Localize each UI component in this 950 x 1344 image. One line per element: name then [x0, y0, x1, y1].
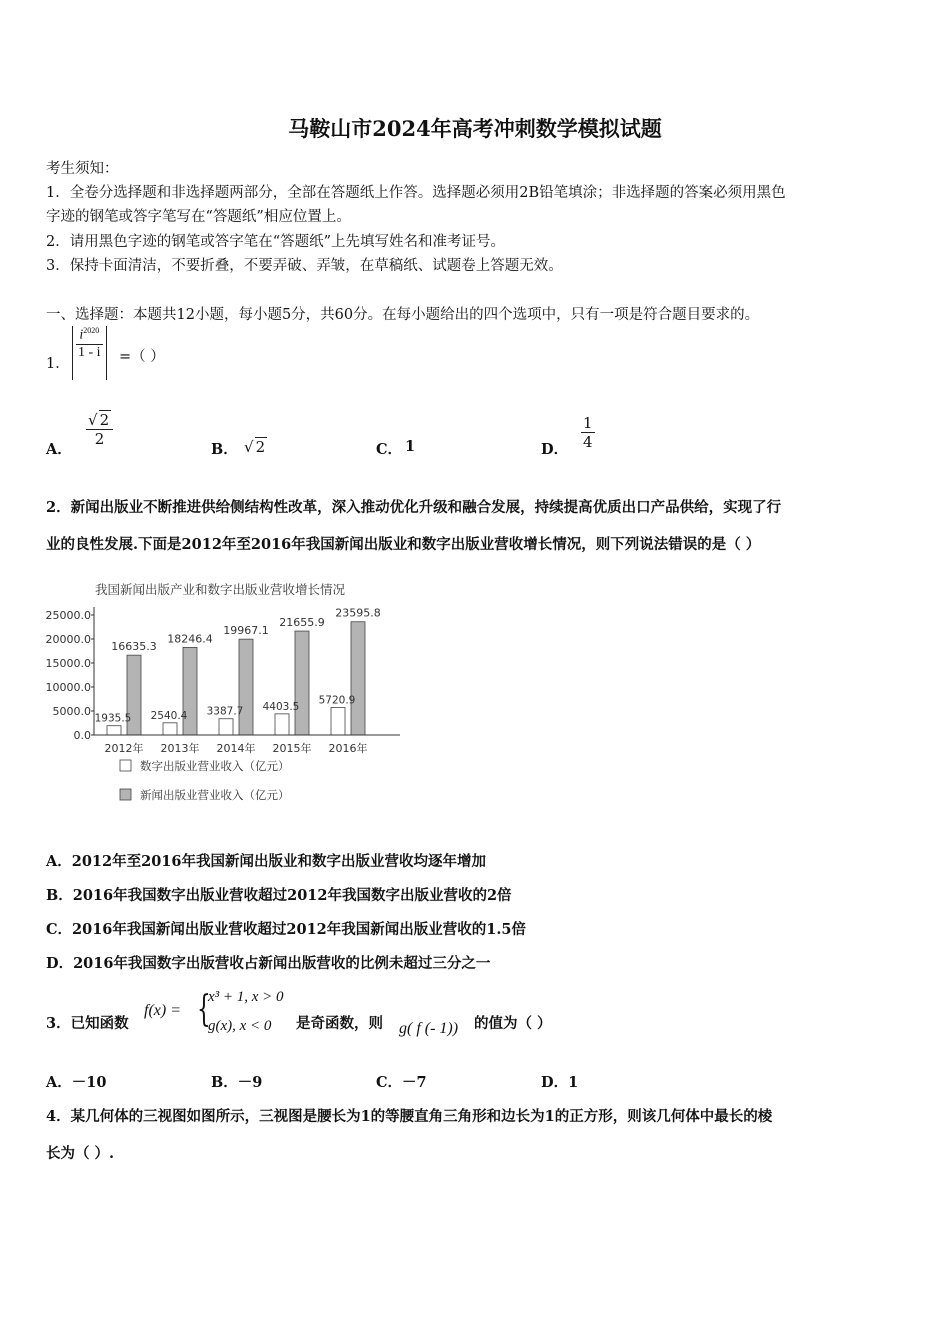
notice-heading: 考生须知： [46, 161, 119, 177]
q3-case-2: g(x), x < 0 [208, 1018, 272, 1034]
data-label-news: 19967.1 [223, 624, 269, 638]
legend-label: 数字出版业营业收入（亿元） [140, 759, 290, 773]
bar-digital [107, 726, 121, 735]
q2-stem-line-2: 业的良性发展.下面是2012年至2016年我国新闻出版业和数字出版业营收增长情况，则下列说法错误的是（ ） [46, 536, 761, 553]
q3-option-d: D．1 [541, 1074, 579, 1091]
q1-option-b-value: √ 2 [244, 438, 266, 456]
x-tick-label: 2012年 [104, 742, 144, 755]
q3-option-c: C．－7 [376, 1074, 427, 1091]
q3-prefix: 3．已知函数 [46, 1015, 129, 1032]
notice-item-1-line-1: 1．全卷分选择题和非选择题两部分，全部在答题纸上作答。选择题必须用2B铅笔填涂；非选择题的答案必须用黑色 [46, 185, 786, 201]
bar-digital [275, 714, 289, 735]
q1-option-a-numerator: √ 2 [86, 410, 113, 430]
q1-option-c-label: C． [376, 441, 403, 458]
x-tick-label: 2016年 [328, 742, 368, 755]
legend-swatch [120, 760, 131, 771]
chart-title: 我国新闻出版产业和数字出版业营收增长情况 [95, 582, 346, 597]
legend-label: 新闻出版业营业收入（亿元） [140, 788, 290, 802]
q1-equals-paren: =（ ） [119, 349, 165, 365]
q1-option-d-value [581, 414, 595, 451]
q1-option-a-denominator: 2 [94, 430, 105, 448]
q2-option-c: C．2016年我国新闻出版业营收超过2012年我国新闻出版业营收的1.5倍 [46, 921, 526, 938]
y-tick-label: 10000.0 [45, 681, 91, 694]
x-tick-label: 2013年 [160, 742, 200, 755]
q2-option-a: A．2012年至2016年我国新闻出版业和数字出版业营收均逐年增加 [46, 853, 486, 870]
q2-stem-line-1: 2．新闻出版业不断推进供给侧结构性改革，深入推动优化升级和融合发展，持续提高优质出口产品供给，实现了行 [46, 499, 782, 516]
bar-news [239, 639, 253, 735]
q4-stem-line-1: 4．某几何体的三视图如图所示，三视图是腰长为1的等腰直角三角形和边长为1的正方形，则该几何体中最长的棱 [46, 1108, 773, 1125]
bar-news [295, 631, 309, 735]
y-tick-label: 25000.0 [45, 609, 91, 622]
y-tick-label: 5000.0 [52, 705, 91, 718]
notice-item-2: 2．请用黑色字迹的钢笔或答字笔在“答题纸”上先填写姓名和准考证号。 [46, 234, 506, 250]
q1-option-a-label: A． [46, 441, 72, 458]
data-label-news: 18246.4 [167, 632, 213, 646]
data-label-digital: 3387.7 [206, 705, 244, 718]
section-1-heading: 一、选择题：本题共12小题，每小题5分，共60分。在每小题给出的四个选项中，只有一项是符合题目要求的。 [46, 307, 760, 323]
q1-exponent: 2020 [83, 326, 100, 335]
x-tick-label: 2014年 [216, 742, 256, 755]
bar-digital [163, 723, 177, 735]
q2-option-b: B．2016年我国数字出版业营收超过2012年我国数字出版业营收的2倍 [46, 887, 512, 904]
x-tick-label: 2015年 [272, 742, 312, 755]
q1-option-d-label: D． [541, 441, 569, 458]
y-tick-label: 15000.0 [45, 657, 91, 670]
y-tick-label: 0.0 [73, 729, 91, 742]
legend-swatch [120, 789, 131, 800]
q1-fraction [76, 326, 103, 361]
q2-option-d: D．2016年我国数字出版营收占新闻出版营收的比例未超过三分之一 [46, 955, 491, 972]
q4-stem-line-2: 长为（ ）. [46, 1145, 115, 1162]
q1-number: 1． [46, 356, 70, 372]
chart-bars [95, 607, 381, 735]
q1-option-a-value [86, 410, 113, 448]
data-label-news: 23595.8 [335, 606, 381, 620]
q1-option-c-value: 1 [405, 438, 416, 455]
data-label-digital: 2540.4 [150, 709, 188, 722]
q3-brace: { [197, 989, 211, 1030]
data-label-news: 16635.3 [111, 640, 157, 654]
y-tick-label: 20000.0 [45, 633, 91, 646]
data-label-news: 21655.9 [279, 616, 325, 630]
q3-option-b: B．－9 [211, 1074, 263, 1091]
bar-news [183, 647, 197, 735]
notice-item-1-line-2: 字迹的钢笔或答字笔写在“答题纸”相应位置上。 [46, 209, 351, 225]
chart-legend [120, 759, 290, 802]
revenue-bar-chart [40, 575, 410, 820]
bar-digital [331, 708, 345, 735]
data-label-digital: 4403.5 [262, 700, 300, 713]
q1-denominator: 1 - i [78, 344, 101, 360]
q3-case-1: x³ + 1, x > 0 [208, 989, 284, 1005]
bar-news [351, 622, 365, 735]
chart-y-axis [46, 607, 95, 742]
q1-option-d-denominator: 4 [583, 433, 593, 451]
q3-expression: g( f (- 1)) [399, 1020, 459, 1037]
q3-function-name: f(x) = [144, 1002, 181, 1019]
notice-item-3: 3．保持卡面清洁，不要折叠，不要弄破、弄皱，在草稿纸、试题卷上答题无效。 [46, 258, 563, 274]
q3-option-a: A．－10 [46, 1074, 107, 1091]
chart-x-axis [94, 735, 400, 755]
q1-numerator: $i^{2020}$ [76, 326, 103, 345]
data-label-digital: 5720.9 [318, 694, 356, 707]
q3-suffix: 的值为（ ） [474, 1015, 552, 1032]
page-title: 马鞍山市2024年高考冲刺数学模拟试题 [288, 116, 662, 141]
q1-abs-value [72, 326, 107, 380]
bar-digital [219, 719, 233, 735]
q1-option-d-numerator: 1 [583, 414, 593, 432]
q1-option-b-label: B． [211, 441, 238, 458]
q3-mid-text: 是奇函数，则 [296, 1015, 383, 1032]
data-label-digital: 1935.5 [94, 712, 132, 725]
